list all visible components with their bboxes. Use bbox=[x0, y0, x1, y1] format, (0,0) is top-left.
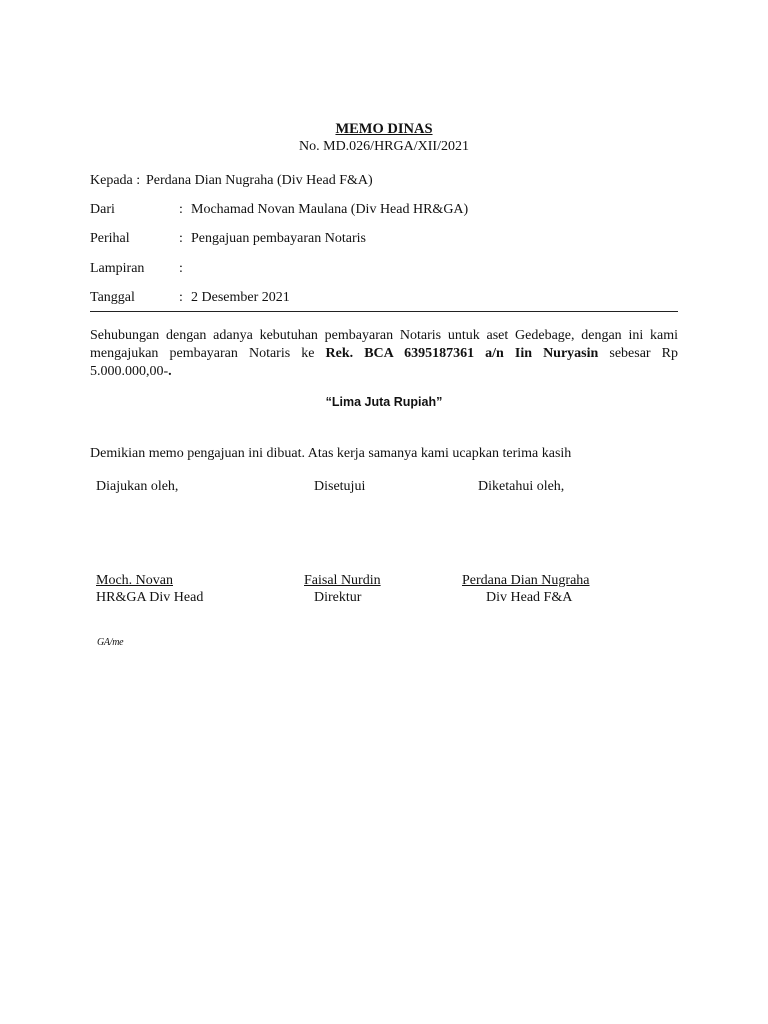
signatory-position: Direktur bbox=[314, 590, 362, 605]
document-initials: GA/me bbox=[97, 637, 124, 648]
field-label: Kepada : bbox=[90, 173, 141, 188]
closing-sentence: Demikian memo pengajuan ini dibuat. Atas kerja samanya kami ucapkan terima kasih bbox=[90, 446, 572, 461]
signatory-name: Moch. Novan bbox=[96, 573, 173, 588]
final-period: . bbox=[168, 364, 172, 379]
field-value: Pengajuan pembayaran Notaris bbox=[191, 231, 366, 246]
signature-heading: Diajukan oleh, bbox=[96, 479, 179, 494]
memo-number: No. MD.026/HRGA/XII/2021 bbox=[299, 139, 469, 154]
amount-in-words: “Lima Juta Rupiah” bbox=[325, 395, 443, 409]
field-colon: : bbox=[179, 231, 183, 246]
field-value: Mochamad Novan Maulana (Div Head HR&GA) bbox=[191, 202, 469, 217]
body-paragraph bbox=[90, 327, 678, 381]
signatory-name: Faisal Nurdin bbox=[304, 573, 381, 588]
signature-heading: Diketahui oleh, bbox=[478, 479, 565, 494]
memo-title: MEMO DINAS bbox=[335, 121, 433, 137]
signatory-position: Div Head F&A bbox=[486, 590, 573, 605]
field-value: 2 Desember 2021 bbox=[191, 290, 290, 305]
field-label: Dari bbox=[90, 202, 115, 217]
field-label: Perihal bbox=[90, 231, 130, 246]
field-value: Perdana Dian Nugraha (Div Head F&A) bbox=[146, 173, 373, 188]
body-amount-text: sebesar Rp 5.000.000,00- bbox=[90, 346, 678, 379]
signature-heading: Disetujui bbox=[314, 479, 366, 494]
signatory-position: HR&GA Div Head bbox=[96, 590, 204, 605]
signatory-name: Perdana Dian Nugraha bbox=[462, 573, 590, 588]
field-label: Lampiran bbox=[90, 261, 145, 276]
body-text: Sehubungan dengan adanya kebutuhan pembayaran Notaris untuk aset Gedebage, dengan ini kami mengajukan pembayaran Notaris ke bbox=[90, 328, 678, 361]
header-divider bbox=[90, 311, 678, 312]
bank-account-info: Rek. BCA 6395187361 a/n Iin Nuryasin bbox=[325, 346, 599, 361]
field-colon: : bbox=[179, 202, 183, 217]
field-colon: : bbox=[179, 290, 183, 305]
field-colon: : bbox=[179, 261, 183, 276]
field-label: Tanggal bbox=[90, 290, 135, 305]
